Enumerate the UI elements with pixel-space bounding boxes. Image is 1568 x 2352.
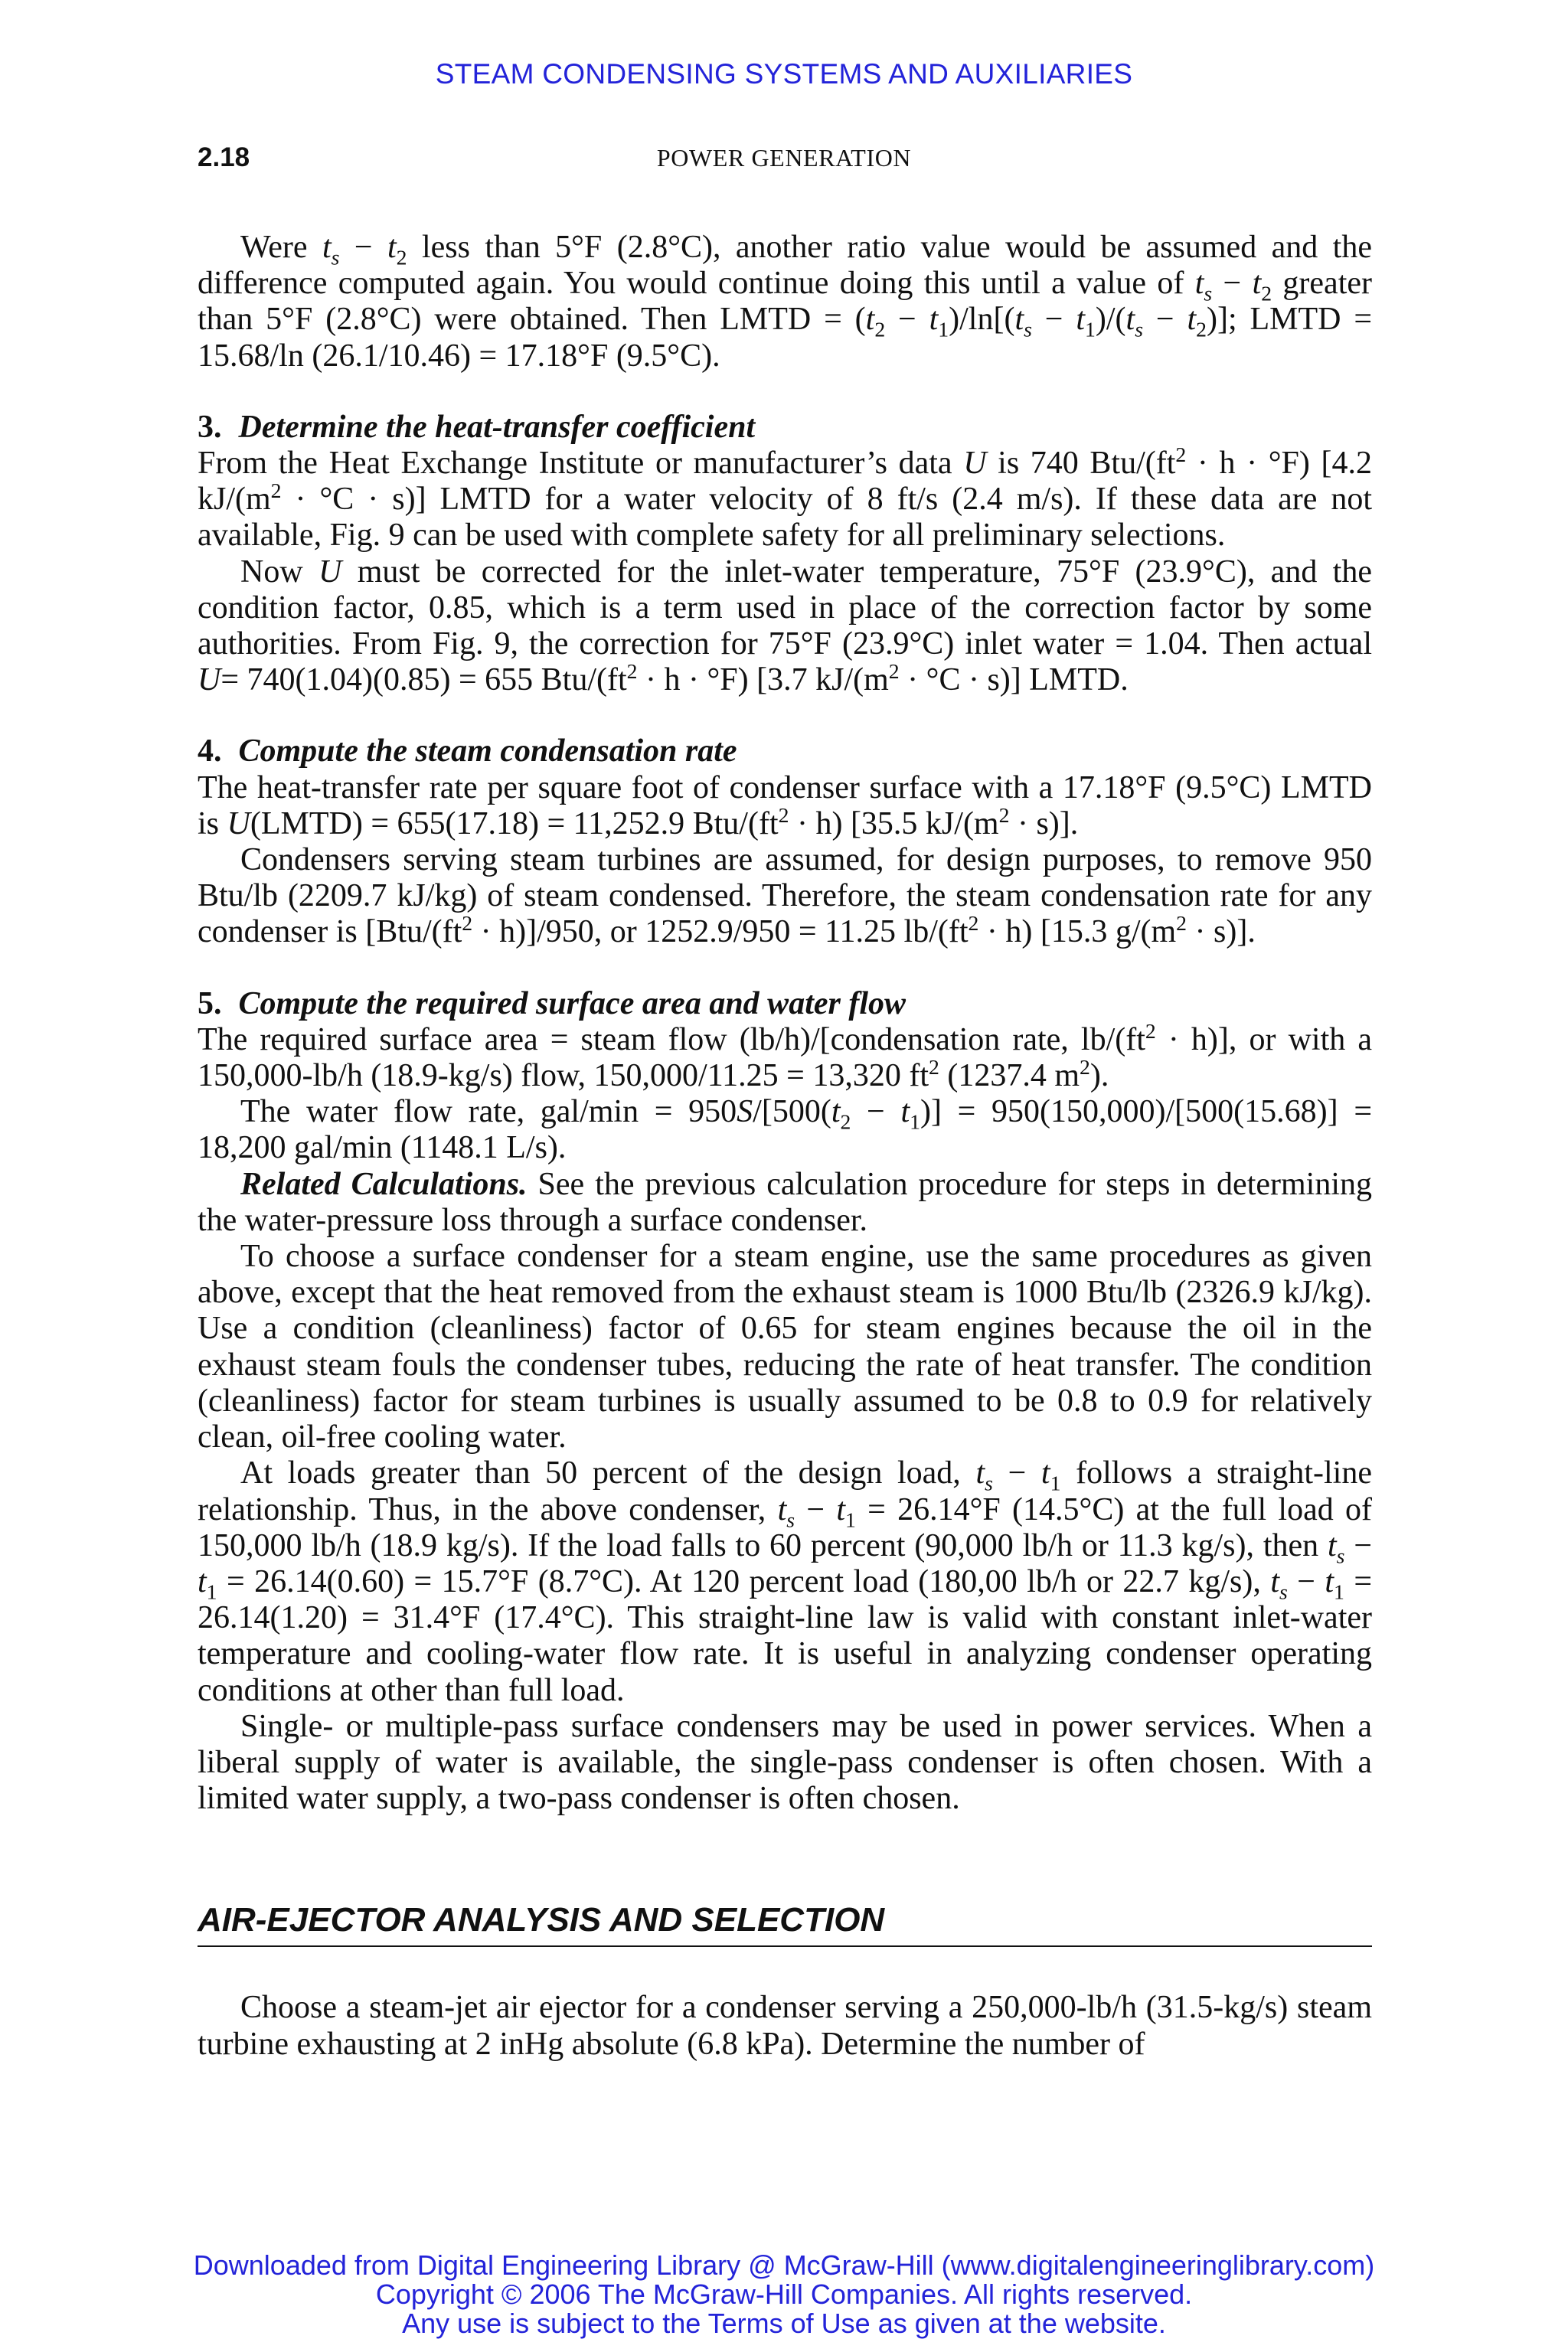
intro-paragraph: Were $t_s - t_2$ less than 5°F (2.8°C), another ratio value would be assumed and the difference computed again. You would continue doing this until a value of $t_s - t_2$ greater than 5°F (2.8°C) were obtained. Then LMTD = $(t_2 - t_1)/\ln[(t_s - t_1)/(t_s - t_2)]$; LMTD = 15.68/ln (26.1/10.46) = 17.18°F (9.5°C). xyxy=(198,230,1373,374)
load-relationship-paragraph: At loads greater than 50 percent of the design load, $t_s - t_1$ follows a straight-line relationship. Thus, in the above condenser, $t_s - t_1 = 26.14^\circ F$ (14.5°C) at the full load of 150,000 lb/h (18.9 kg/s). If the load falls to 60 percent (90,000 lb/h or 11.3 kg/s), then $t_s - t_1 = 26.14(0.60) = 15.7^\circ F$ (8.7°C). At 120 percent load (180,00 lb/h or 22.7 kg/s), $t_s - t_1 = 26.14(1.20) = 31.4^\circ F$ (17.4°C). This straight-line law is valid with constant inlet-water temperature and cooling-water flow rate. It is useful in analyzing condenser operating conditions at other than full load. xyxy=(198,1455,1373,1708)
page-number: 2.18 xyxy=(198,142,250,172)
steam-engine-paragraph: To choose a surface condenser for a steam engine, use the same procedures as given above, except that the heat removed from the exhaust steam is 1000 Btu/lb (2326.9 kJ/kg). Use a condition (cleanliness) factor of 0.65 for steam engines because the oil in the exhaust steam fouls the condenser tubes, reducing the rate of heat transfer. The condition (cleanliness) factor for steam turbines is usually assumed to be 0.8 to 0.9 for relatively clean, oil-free cooling water. xyxy=(198,1239,1372,1455)
step-3-paragraph-1: From the Heat Exchange Institute or manufacturer’s data U is 740 Btu/$(ft^2 \cdot h \cdot ^\circ F)$ [4.2 $kJ/(m^2 \cdot ^\circ C \cdot s)$] LMTD for a water velocity of 8 ft/s (2.4 m/s). If these data are not available, Fig. 9 can be used with complete safety for all preliminary selections. xyxy=(198,443,1372,554)
section-intro-paragraph: Choose a steam-jet air ejector for a condenser serving a 250,000-lb/h (31.5-kg/s) steam turbine exhausting at 2 inHg absolute (6.8 kPa). Determine the number of xyxy=(198,1990,1372,2062)
step-5-paragraph-1: The required surface area = steam flow (lb/h)/[condensation rate, $lb/(ft^2 \cdot h)$], or with a 150,000-lb/h (18.9-kg/s) flow, 150,000/11.25 = 13,320 $ft^2$ (1237.4 $m^2$). xyxy=(198,1018,1372,1094)
footer-terms-line: Any use is subject to the Terms of Use as given at the website. xyxy=(402,2308,1166,2339)
multiple-pass-paragraph: Single- or multiple-pass surface condensers may be used in power services. When a liberal supply of water is available, the single-pass condenser is often chosen. With a limited water supply, a two-pass condenser is often chosen. xyxy=(198,1708,1372,1817)
step-4-heading: 4. Compute the steam condensation rate xyxy=(198,733,737,769)
step-5-paragraph-2: The water flow rate, $gal/\min = 950S/[500(t_2 - t_1)] = 950(150,000)/[500(15.68)] = 18,200$ gal/min (1148.1 L/s). xyxy=(198,1094,1373,1166)
step-4-paragraph-1: The heat-transfer rate per square foot of condenser surface with a 17.18°F (9.5°C) LMTD is U(LMTD) = 655(17.18) = 11,252.9 Btu/$(ft^2 \cdot h)$ [35.5 $kJ/(m^2 \cdot s)$]. xyxy=(198,769,1372,841)
section-heading: AIR-EJECTOR ANALYSIS AND SELECTION xyxy=(198,1900,1372,1947)
book-title: POWER GENERATION xyxy=(656,144,912,172)
step-3-paragraph-2: Now U must be corrected for the inlet-water temperature, 75°F (23.9°C), and the condition factor, 0.85, which is a term used in place of the correction factor by some authorities. From Fig. 9, the correction for 75°F (23.9°C) inlet water = 1.04. Then actual U= 740(1.04)(0.85) = 655 Btu/$(ft^2 \cdot h \cdot ^\circ F)$ [3.7 $kJ/(m^2 \cdot ^\circ C \cdot s)$] LMTD. xyxy=(198,554,1372,698)
step-3-heading: 3. Determine the heat-transfer coefficient xyxy=(198,409,756,445)
copyright-footer xyxy=(0,2251,1568,2338)
page-body xyxy=(198,230,1372,2063)
footer-download-line[interactable]: Downloaded from Digital Engineering Library @ McGraw-Hill (www.digitalengineeringlibrary.com) xyxy=(193,2249,1375,2281)
related-calculations-paragraph: Related Calculations. See the previous calculation procedure for steps in determining the water-pressure loss through a surface condenser. xyxy=(198,1166,1372,1238)
footer-copyright-line: Copyright © 2006 The McGraw-Hill Companies. All rights reserved. xyxy=(375,2278,1193,2310)
running-head: STEAM CONDENSING SYSTEMS AND AUXILIARIES xyxy=(435,58,1133,90)
step-5-heading: 5. Compute the required surface area and water flow xyxy=(198,985,906,1021)
step-4-paragraph-2: Condensers serving steam turbines are assumed, for design purposes, to remove 950 Btu/lb (2209.7 kJ/kg) of steam condensed. Therefore, the steam condensation rate for any condenser is $[Btu/(ft^2 \cdot h)]/950$, or 1252.9/950 = 11.25 $lb/(ft^2 \cdot h)$ [15.3 $g/(m^2 \cdot s)$]. xyxy=(198,842,1372,950)
